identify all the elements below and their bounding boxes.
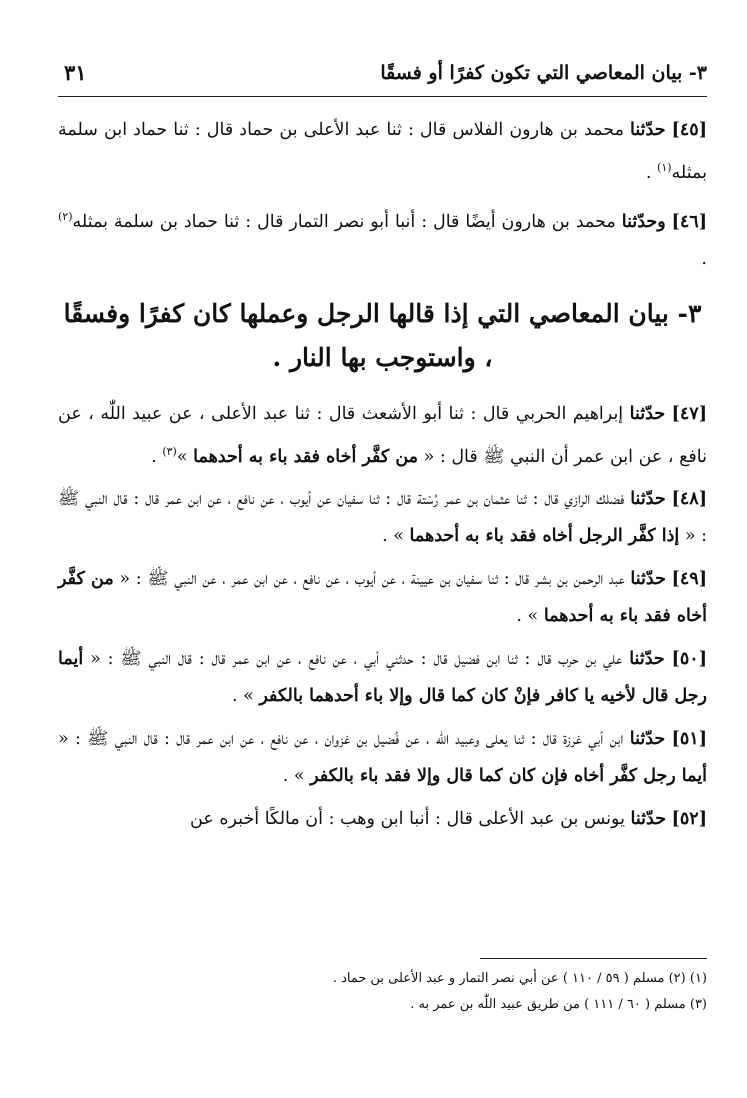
paragraph-text: محمد بن هارون الفلاس قال : ثنا عبد الأعلى بن حماد قال : ثنا حماد ابن سلمة بمثله xyxy=(58,120,707,183)
footnote-3: (٣) مسلم ( ٦٠ / ١١١ ) من طريق عبيد اللّٰه بن عمر به . xyxy=(410,997,707,1012)
section-heading: ٣- بيان المعاصي التي إذا قالها الرجل وعملها كان كفرًا وفسقًا ، واستوجب بها النار . xyxy=(63,298,702,372)
narration-lead: حدّثنا xyxy=(630,809,667,830)
hadith-number: [٤٧] xyxy=(671,403,707,424)
hadith-number: [٤٥] xyxy=(671,120,707,140)
hadith-number: [٥٠] xyxy=(671,649,707,670)
hadith-49 xyxy=(58,561,707,635)
narration-lead: وحدّثنا xyxy=(621,211,666,232)
page-header xyxy=(58,60,707,97)
narration-lead: حدّثنا xyxy=(629,403,666,424)
narration-lead: حدّثنا xyxy=(630,489,666,510)
narration-lead: حدّثنا xyxy=(629,729,666,750)
footnote-marker: (١) xyxy=(657,161,672,174)
hadith-chain: علي بن حرب قال : ثنا ابن فضيل قال : حدثني أبي ، عن نافع ، عن ابن عمر قال : قال النبي ﷺ : « xyxy=(83,649,623,670)
hadith-number: [٤٩] xyxy=(671,569,707,590)
hadith-51 xyxy=(58,721,707,795)
paragraph-tail: . xyxy=(645,162,658,183)
running-title: ٣- بيان المعاصي التي تكون كفرًا أو فسقًا xyxy=(380,62,707,84)
hadith-number: [٥١] xyxy=(671,729,707,750)
hadith-47 xyxy=(58,396,707,476)
hadith-number: [٤٨] xyxy=(671,489,707,510)
quote-close: » . xyxy=(231,686,260,707)
hadith-50 xyxy=(58,641,707,715)
hadith-quote: إذا كفَّر الرجل أخاه فقد باء به أحدهما xyxy=(409,526,680,547)
hadith-chain: عبد الرحمن بن بشر قال : ثنا سفيان بن عيينة ، عن أيوب ، عن نافع ، عن ابن عمر ، عن النبي ﷺ : « xyxy=(113,569,625,590)
page-number: ٣١ xyxy=(64,60,87,85)
paragraph-tail: . xyxy=(701,248,707,269)
paragraph-tail: . xyxy=(151,446,163,467)
hadith-52 xyxy=(58,801,707,838)
footnotes xyxy=(58,966,707,1018)
hadith-number: [٤٦] xyxy=(671,211,707,232)
paragraph-text: محمد بن هارون أيضًا قال : أنبا أبو نصر التمار قال : ثنا حماد بن سلمة بمثله xyxy=(72,211,616,232)
narration-lead: حدّثنا xyxy=(630,120,666,140)
hadith-48 xyxy=(58,481,707,555)
narration-lead: حدّثنا xyxy=(630,569,666,590)
hadith-number: [٥٢] xyxy=(671,809,707,830)
hadith-chain: إبراهيم الحربي قال : ثنا أبو الأشعث قال : ثنا عبد الأعلى ، عن عبيد اللّٰه ، عن نافع ، عن ابن عمر أن النبي ﷺ قال : « xyxy=(58,403,707,467)
quote-close: » xyxy=(176,446,194,467)
hadith-quote: أيما رجل قال لأخيه يا كافر فإنْ كان كما قال وإلا باء أحدهما بالكفر xyxy=(58,649,707,707)
narration-lead: حدّثنا xyxy=(629,649,665,670)
hadith-chain: فضلك الرازي قال : ثنا عثمان بن عمر رُسْتة قال : ثنا سفيان عن أيوب ، عن نافع ، عن ابن عمر قال : قال النبي ﷺ : « xyxy=(58,489,707,547)
footnote-1-2: (١) (٢) مسلم ( ٥٩ / ١١٠ ) عن أبي نصر التمار و عبد الأعلى بن حماد . xyxy=(332,971,707,986)
quote-close: » . xyxy=(282,766,311,787)
page-body xyxy=(58,112,707,844)
footnote-marker: (٢) xyxy=(58,209,73,223)
footnote-marker: (٣) xyxy=(162,444,177,458)
footnote-divider xyxy=(480,958,707,959)
quote-close: » . xyxy=(382,526,410,547)
hadith-quote: من كفَّر أخاه فقد باء به أحدهما xyxy=(193,446,419,467)
hadith-quote: أيما رجل كفَّر أخاه فإن كان كما قال وإلا فقد باء بالكفر xyxy=(310,766,707,787)
paragraph-45 xyxy=(58,112,707,192)
quote-close: » . xyxy=(516,606,544,627)
paragraph-46 xyxy=(58,198,707,278)
hadith-quote: من كفَّر أخاه فقد باء به أحدهما xyxy=(58,569,707,627)
hadith-chain: ابن أبي غرزة قال : ثنا يعلى وعبيد اللّٰه ، عن فُضيل بن غزوان ، عن نافع ، عن ابن عمر قال : قال النبي ﷺ : « xyxy=(58,729,624,750)
hadith-chain: يونس بن عبد الأعلى قال : أنبا ابن وهب : أن مالكًا أخبره عن xyxy=(190,809,625,830)
